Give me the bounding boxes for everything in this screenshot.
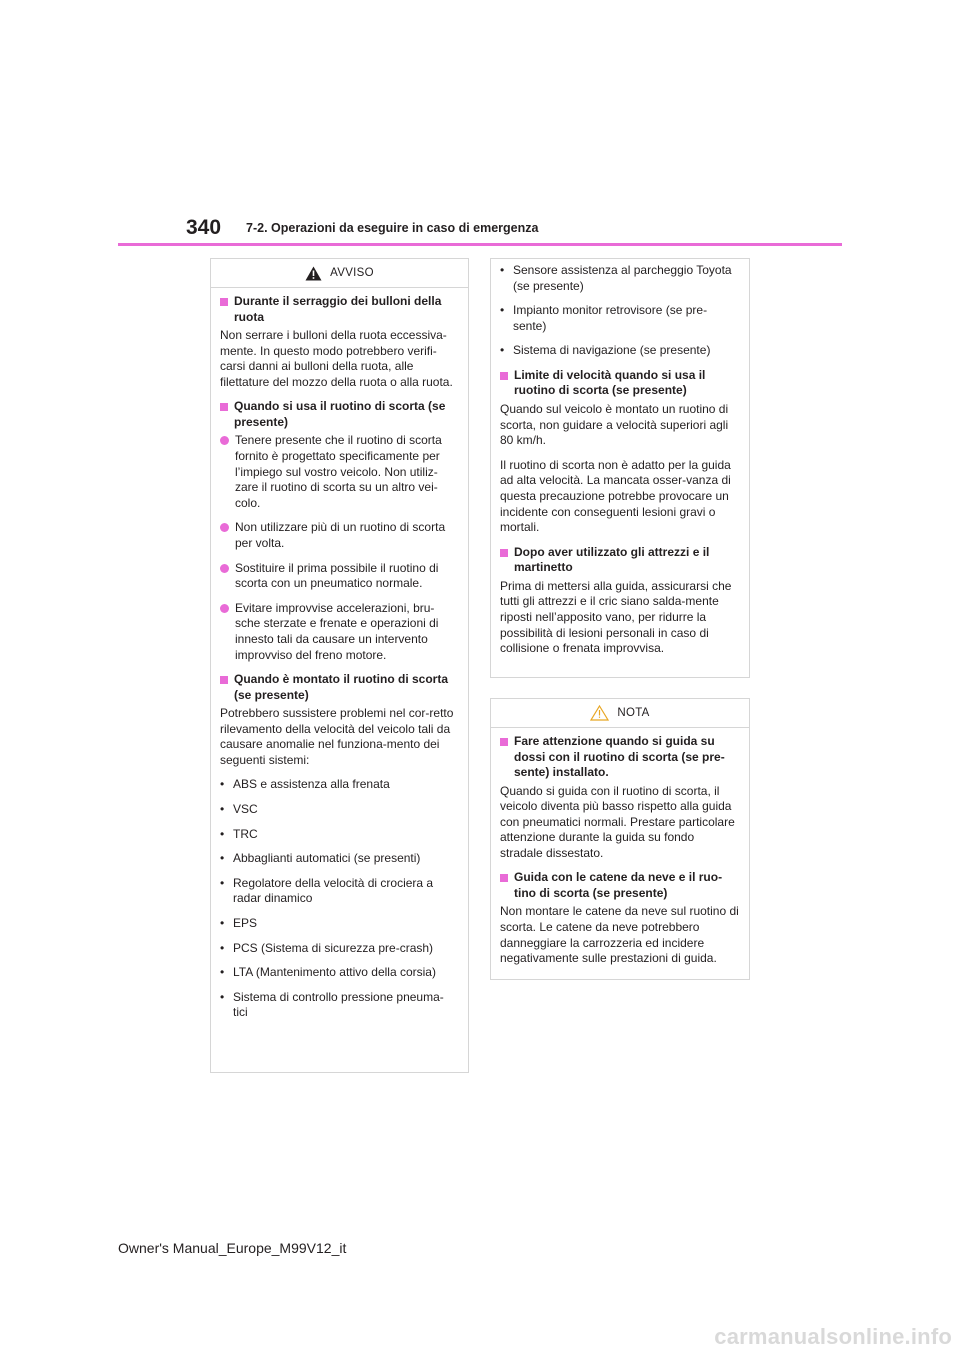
- heading-text: Limite di velocità quando si usa il ruotino di scorta (se presente): [514, 367, 706, 398]
- bullet-list-item: [220, 876, 458, 907]
- list-item-text: ABS e assistenza alla frenata: [233, 777, 390, 792]
- dot-bullet-icon: •: [220, 916, 225, 931]
- square-bullet-icon: [500, 738, 508, 746]
- warning-triangle-icon: [305, 266, 322, 281]
- paragraph-text: Il ruotino di scorta non è adatto per la guida ad alta velocità. La mancata osser-vanza di questa precauzione potrebbe provocare un incidente con conseguenti lesioni gravi o mortali.: [500, 457, 731, 535]
- circle-list-item: [220, 433, 458, 511]
- dot-bullet-icon: •: [220, 965, 225, 980]
- dot-bullet-icon: •: [220, 777, 225, 792]
- dot-bullet-icon: •: [220, 940, 225, 955]
- dot-bullet-icon: •: [220, 826, 225, 841]
- warning-box: [210, 258, 469, 1073]
- dot-bullet-icon: •: [500, 303, 505, 318]
- bullet-list-item: [220, 851, 458, 867]
- square-bullet-icon: [500, 372, 508, 380]
- paragraph: [220, 706, 458, 768]
- square-bullet-icon: [500, 874, 508, 882]
- bullet-list-item: [220, 777, 458, 793]
- list-item-text: Tenere presente che il ruotino di scorta fornito è progettato specificamente per l’impiego sul vostro veicolo. Non utiliz-zare il ruotino di scorta su un altro vei-colo.: [235, 433, 442, 510]
- paragraph: [500, 458, 739, 536]
- dot-bullet-icon: •: [500, 343, 505, 358]
- note-box: [490, 698, 750, 980]
- heading-text: Guida con le catene da neve e il ruo-tino di scorta (se presente): [514, 870, 723, 900]
- square-bullet-icon: [220, 676, 228, 684]
- note-box-body: [491, 728, 749, 980]
- list-item-text: Abbaglianti automatici (se presenti): [233, 851, 421, 866]
- warning-box-body: [211, 288, 468, 1034]
- paragraph: [500, 784, 739, 862]
- circle-list-item: [220, 520, 458, 551]
- bullet-list-item: [500, 303, 739, 334]
- circle-bullet-icon: [220, 604, 229, 613]
- section-heading: [500, 734, 739, 781]
- section-heading: [220, 399, 458, 430]
- dot-bullet-icon: •: [500, 263, 505, 277]
- footer-text: Owner's Manual_Europe_M99V12_it: [118, 1240, 347, 1256]
- note-box-header: [491, 699, 749, 728]
- paragraph-text: Non serrare i bulloni della ruota eccessiva-mente. In questo modo potrebbero verifi-carsi danni ai bulloni della ruota, alle filettature del mozzo della ruota o alla ruota.: [220, 328, 453, 389]
- paragraph-text: Quando sul veicolo è montato un ruotino di scorta, non guidare a velocità superiori agli 80 km/h.: [500, 401, 729, 448]
- continued-box-body: [491, 259, 749, 670]
- paragraph: [500, 579, 739, 657]
- heading-text: Dopo aver utilizzato gli attrezzi e il martinetto: [514, 544, 710, 575]
- list-item-text: Regolatore della velocità di crociera a radar dinamico: [233, 875, 434, 906]
- section-heading: [500, 545, 739, 576]
- note-box-title: NOTA: [617, 707, 650, 719]
- bullet-list-item: [500, 263, 739, 294]
- bullet-list-item: [220, 802, 458, 818]
- section-heading: [500, 870, 739, 901]
- heading-text: Fare attenzione quando si guida su dossi con il ruotino di scorta (se pre-sente) installato.: [514, 734, 725, 779]
- list-item-text: Sistema di controllo pressione pneuma-tici: [233, 989, 444, 1020]
- list-item-text: Sistema di navigazione (se presente): [513, 343, 711, 358]
- section-heading: [220, 672, 458, 703]
- circle-list-item: [220, 601, 458, 663]
- list-item-text: Evitare improvvise accelerazioni, bru-sche sterzate e frenate e operazioni di innesto tali da causare un intervento improvviso del freno motore.: [235, 600, 439, 662]
- paragraph: [500, 402, 739, 449]
- paragraph-text: Quando si guida con il ruotino di scorta, il veicolo diventa più basso rispetto alla guida con pneumatici normali. Prestare particolare attenzione durante la guida su fondo stradale dissestato.: [500, 783, 735, 860]
- dot-bullet-icon: •: [220, 989, 225, 1004]
- bullet-list-item: [220, 827, 458, 843]
- list-item-text: Impianto monitor retrovisore (se pre-sente): [513, 303, 708, 333]
- paragraph-text: Non montare le catene da neve sul ruotino di scorta. Le catene da neve potrebbero danneggiare la carrozzeria ed incidere negativamente sulle prestazioni di guida.: [500, 904, 739, 966]
- watermark: carmanualsonline.info: [714, 1324, 952, 1349]
- dot-bullet-icon: •: [220, 802, 225, 817]
- circle-list-item: [220, 561, 458, 592]
- square-bullet-icon: [220, 403, 228, 411]
- section-title: 7-2. Operazioni da eseguire in caso di emergenza: [246, 221, 539, 235]
- paragraph: [500, 904, 739, 966]
- bullet-list-item: [220, 965, 458, 981]
- paragraph-text: Potrebbero sussistere problemi nel cor-retto rilevamento della velocità del veicolo tali da causare anomalie nel funziona-mento dei seguenti sistemi:: [220, 706, 454, 767]
- bullet-list-item: [220, 916, 458, 932]
- bullet-list-item: [500, 343, 739, 359]
- section-heading: [500, 368, 739, 399]
- heading-text: Quando si usa il ruotino di scorta (se presente): [234, 399, 446, 429]
- section-heading: [220, 294, 458, 325]
- list-item-text: TRC: [233, 826, 258, 841]
- page-number: 340: [186, 216, 222, 239]
- circle-bullet-icon: [220, 436, 229, 445]
- paragraph-text: Prima di mettersi alla guida, assicurarsi che tutti gli attrezzi e il cric siano salda-mente riposti nell’apposito vano, per ridurre la possibilità di lesioni personali in caso di collisione o frenata improvvisa.: [500, 578, 732, 656]
- dot-bullet-icon: •: [220, 875, 225, 890]
- list-item-text: Sostituire il prima possibile il ruotino di scorta con un pneumatico normale.: [235, 560, 439, 591]
- list-item-text: EPS: [233, 916, 258, 931]
- circle-bullet-icon: [220, 523, 229, 532]
- heading-text: Durante il serraggio dei bulloni della ruota: [234, 294, 442, 324]
- header-rule: [118, 243, 842, 246]
- warning-box-title: AVVISO: [330, 267, 374, 279]
- continued-warning-box: [490, 258, 750, 678]
- list-item-text: VSC: [233, 802, 258, 817]
- list-item-text: Sensore assistenza al parcheggio Toyota (se presente): [513, 263, 732, 293]
- caution-triangle-icon: [590, 705, 609, 721]
- square-bullet-icon: [500, 549, 508, 557]
- square-bullet-icon: [220, 298, 228, 306]
- bullet-list-item: [220, 941, 458, 957]
- circle-bullet-icon: [220, 564, 229, 573]
- warning-box-header: [211, 259, 468, 288]
- list-item-text: PCS (Sistema di sicurezza pre-crash): [233, 940, 434, 955]
- bullet-list-item: [220, 990, 458, 1021]
- paragraph: [220, 328, 458, 390]
- dot-bullet-icon: •: [220, 851, 225, 866]
- heading-text: Quando è montato il ruotino di scorta (se presente): [234, 672, 449, 702]
- list-item-text: Non utilizzare più di un ruotino di scorta per volta.: [235, 520, 446, 550]
- list-item-text: LTA (Mantenimento attivo della corsia): [233, 965, 436, 980]
